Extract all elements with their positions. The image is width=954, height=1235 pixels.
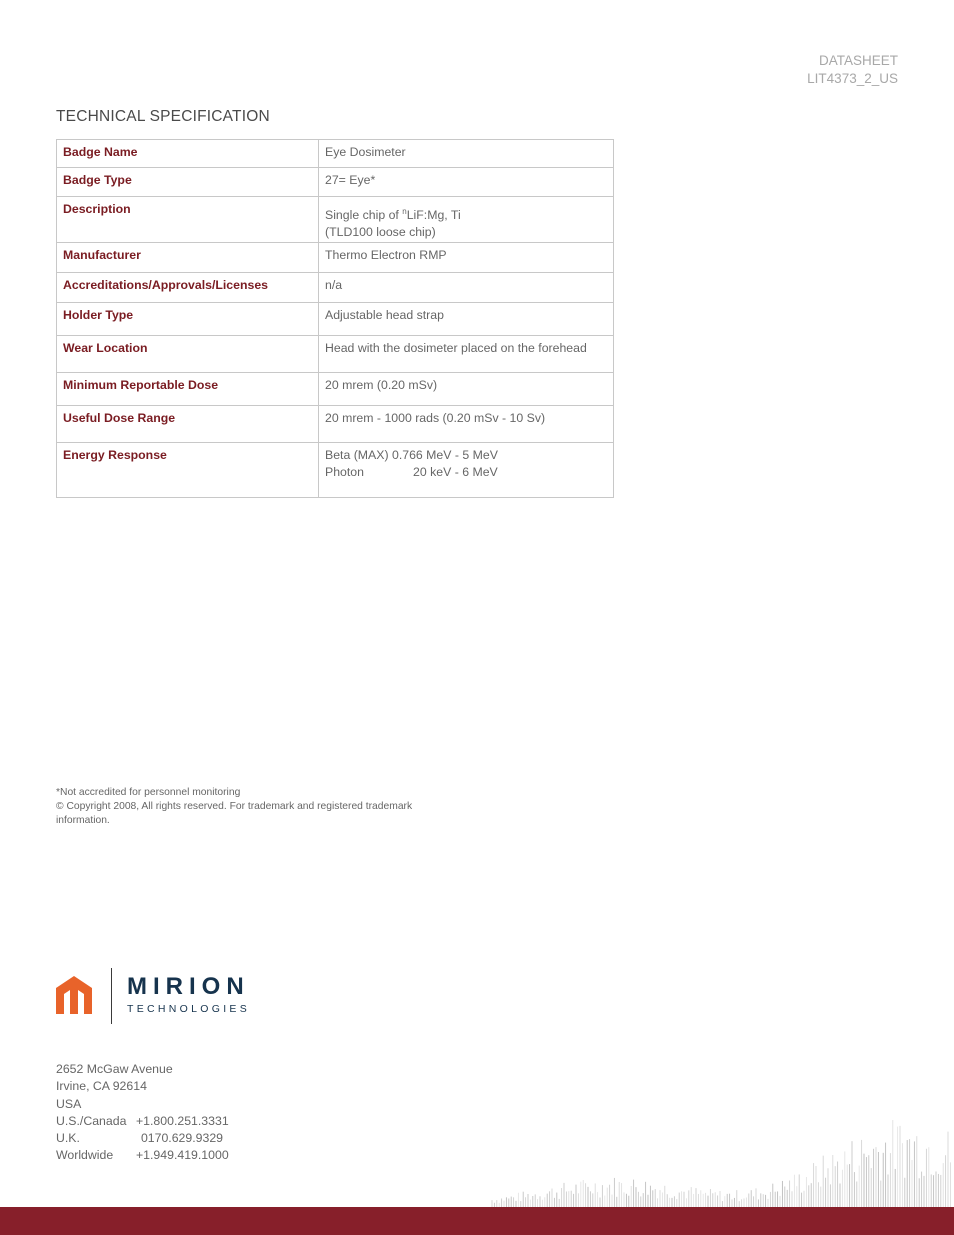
row-label: Useful Dose Range: [57, 406, 319, 443]
row-value: Eye Dosimeter: [319, 140, 614, 168]
table-row: [57, 197, 614, 243]
row-value: Adjustable head strap: [319, 303, 614, 336]
logo-divider: [111, 968, 112, 1024]
row-value: [319, 443, 614, 498]
address-block: [56, 1061, 229, 1165]
footnote: [56, 786, 436, 828]
row-label: Description: [57, 197, 319, 243]
table-row: [57, 243, 614, 273]
description-line-1: Single chip of $^n$LiF:Mg, Ti: [325, 207, 461, 222]
row-label: Energy Response: [57, 443, 319, 498]
table-row: [57, 140, 614, 168]
spec-table: [56, 139, 614, 498]
row-label: Manufacturer: [57, 243, 319, 273]
address-country: USA: [56, 1096, 82, 1111]
energy-photon: Photon 20 keV - 6 MeV: [325, 465, 498, 479]
logo-mark-shape: [56, 976, 92, 1014]
energy-beta: Beta (MAX) 0.766 MeV - 5 MeV: [325, 448, 498, 462]
accreditation-note: *Not accredited for personnel monitoring: [56, 787, 241, 798]
table-row: [57, 168, 614, 197]
row-value: Head with the dosimeter placed on the forehead: [319, 336, 614, 373]
row-label: Minimum Reportable Dose: [57, 373, 319, 406]
address-city: Irvine, CA 92614: [56, 1079, 147, 1094]
doc-type: DATASHEET: [818, 53, 898, 68]
table-row: [57, 303, 614, 336]
row-label: Badge Name: [57, 140, 319, 168]
row-value: 27= Eye*: [319, 168, 614, 197]
brand-name: MIRION: [127, 973, 250, 1000]
copyright-note: © Copyright 2008, All rights reserved. For trademark and registered trademark: [56, 801, 413, 812]
footer-band: [0, 1207, 954, 1235]
section-title: TECHNICAL SPECIFICATION: [56, 108, 270, 125]
isotope-superscript: n: [402, 207, 407, 216]
row-value: Thermo Electron RMP: [319, 243, 614, 273]
contact-worldwide: Worldwide +1.949.419.1000: [56, 1148, 229, 1163]
document-header: [807, 52, 898, 88]
table-row: [57, 406, 614, 443]
contact-uk: U.K. 0170.629.9329: [56, 1131, 223, 1146]
row-label: Holder Type: [57, 303, 319, 336]
table-row: [57, 373, 614, 406]
address-street: 2652 McGaw Avenue: [56, 1062, 173, 1076]
row-value: [319, 197, 614, 243]
decorative-bars-graphic: [490, 1100, 954, 1207]
table-row: [57, 336, 614, 373]
row-value: n/a: [319, 273, 614, 303]
row-label: Accreditations/Approvals/Licenses: [57, 273, 319, 303]
description-line-2: (TLD100 loose chip): [325, 225, 436, 239]
table-row: [57, 443, 614, 498]
brand-subtitle: TECHNOLOGIES: [127, 1003, 251, 1015]
contact-us-canada: U.S./Canada +1.800.251.3331: [56, 1113, 229, 1128]
doc-number: LIT4373_2_US: [807, 71, 898, 86]
row-value: 20 mrem - 1000 rads (0.20 mSv - 10 Sv): [319, 406, 614, 443]
mirion-logo-icon: [54, 968, 114, 1026]
table-row: [57, 273, 614, 303]
row-label: Wear Location: [57, 336, 319, 373]
row-label: Badge Type: [57, 168, 319, 197]
row-value: 20 mrem (0.20 mSv): [319, 373, 614, 406]
copyright-note-cont: information.: [56, 815, 110, 826]
